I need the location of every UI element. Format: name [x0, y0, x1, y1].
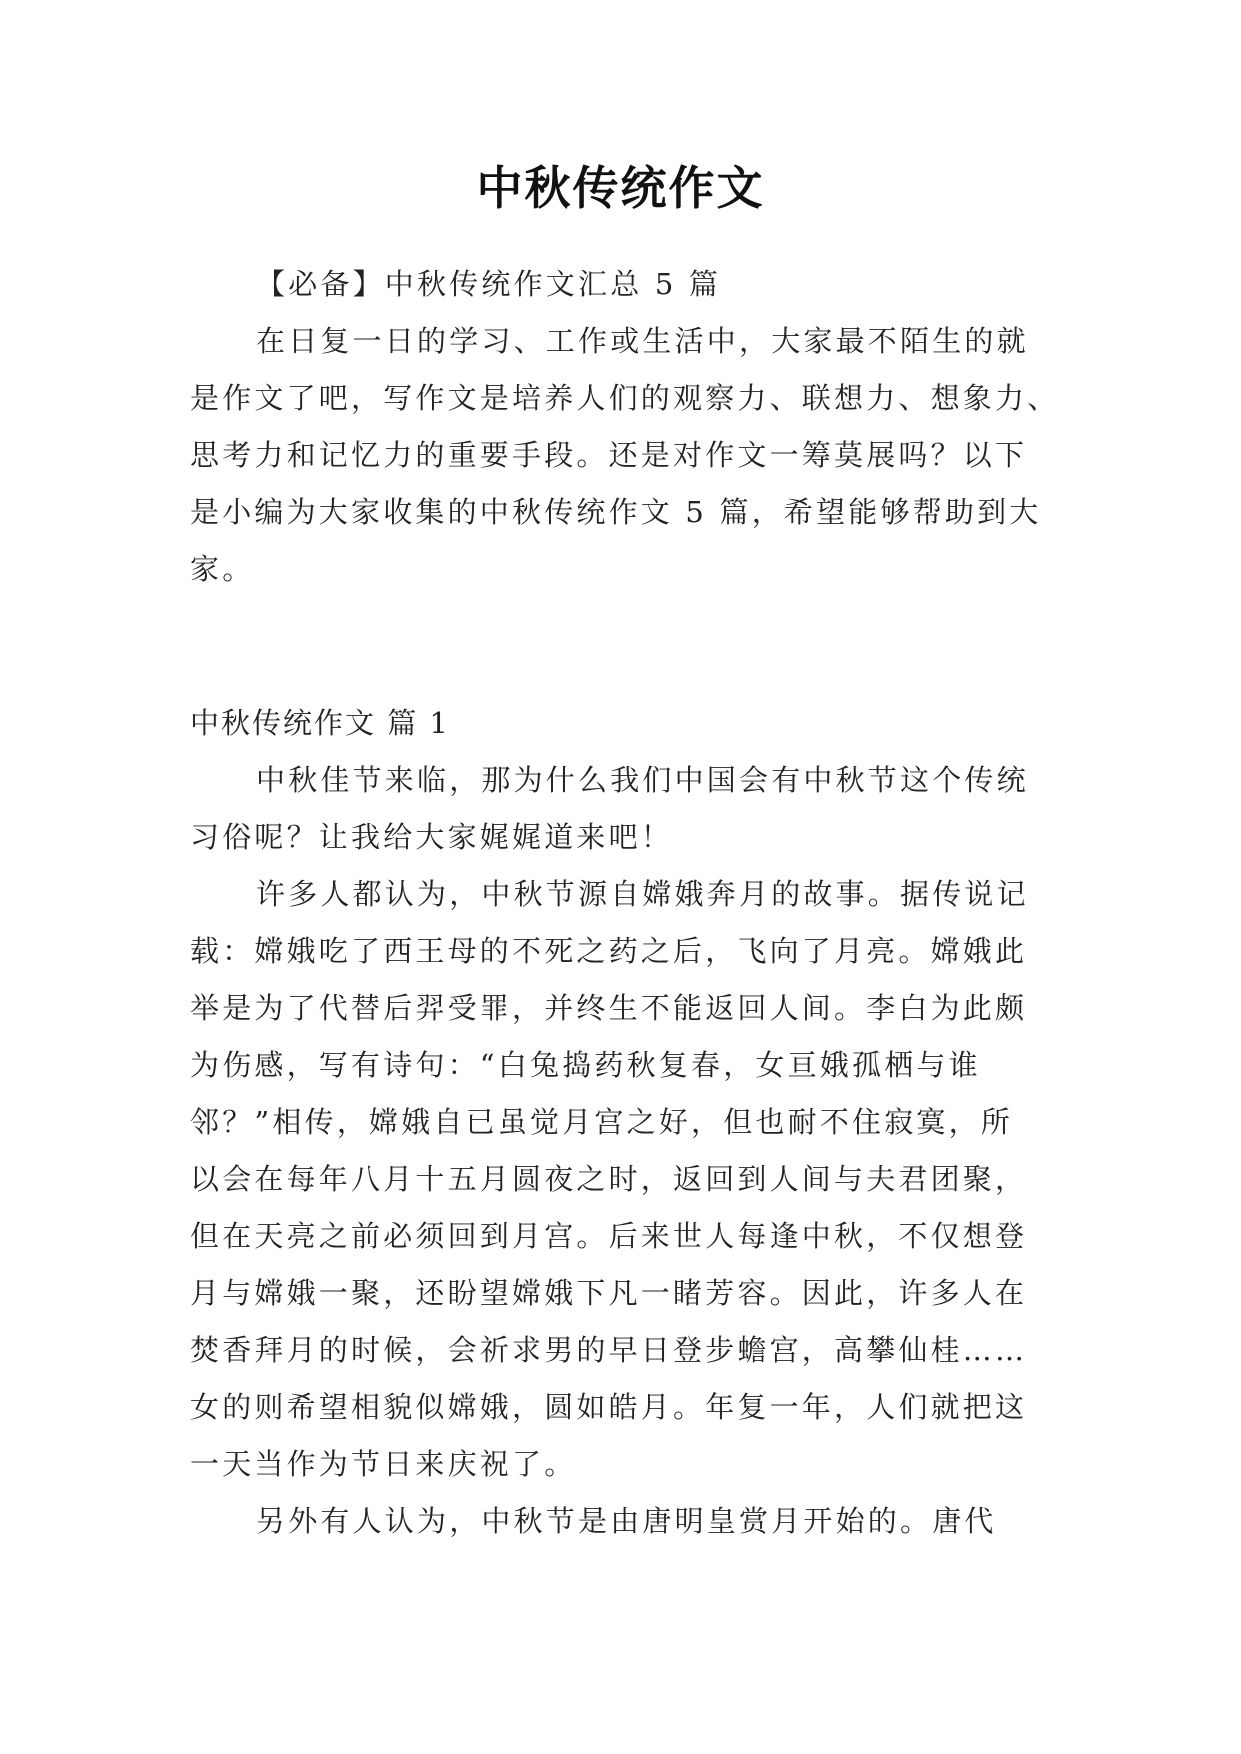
paragraph-line: 以会在每年八月十五月圆夜之时，返回到人间与夫君团聚，	[190, 1162, 1028, 1196]
paragraph-line: 为伤感，写有诗句：“白兔捣药秋复春，女亘娥孤栖与谁	[190, 1048, 981, 1082]
paragraph-line: 但在天亮之前必须回到月宫。后来世人每逢中秋，不仅想登	[190, 1219, 1028, 1253]
page-title: 中秋传统作文	[476, 161, 765, 215]
paragraph-line: 月与嫦娥一聚，还盼望嫦娥下凡一睹芳容。因此，许多人在	[190, 1276, 1028, 1310]
paragraph-line: 一天当作为节日来庆祝了。	[190, 1447, 577, 1481]
paragraph-line: 习俗呢？让我给大家娓娓道来吧！	[190, 820, 674, 854]
paragraph-line: 许多人都认为，中秋节源自嫦娥奔月的故事。据传说记	[256, 877, 1029, 911]
section-1	[190, 695, 1050, 1550]
subtitle: 【必备】中秋传统作文汇总 5 篇	[256, 267, 722, 301]
paragraph-line: 另外有人认为，中秋节是由唐明皇赏月开始的。唐代	[256, 1504, 997, 1538]
intro-line: 是小编为大家收集的中秋传统作文 5 篇，希望能够帮助到大	[190, 495, 1042, 529]
paragraph-line: 女的则希望相貌似嫦娥，圆如皓月。年复一年，人们就把这	[190, 1390, 1028, 1424]
paragraph-line: 中秋佳节来临，那为什么我们中国会有中秋节这个传统	[256, 763, 1029, 797]
intro-line: 是作文了吧，写作文是培养人们的观察力、联想力、想象力、	[190, 381, 1060, 415]
paragraph-line: 焚香拜月的时候，会祈求男的早日登步蟾宫，高攀仙桂……	[190, 1333, 1028, 1367]
section-heading: 中秋传统作文 篇 1	[190, 706, 450, 740]
intro-line: 在日复一日的学习、工作或生活中，大家最不陌生的就	[256, 324, 1029, 358]
paragraph-line: 邻？”相传，嫦娥自已虽觉月宫之好，但也耐不住寂寞，所	[190, 1105, 1014, 1139]
paragraph-line: 举是为了代替后羿受罪，并终生不能返回人间。李白为此颇	[190, 991, 1028, 1025]
intro-line: 思考力和记忆力的重要手段。还是对作文一筹莫展吗？以下	[190, 438, 1028, 472]
paragraph-line: 载：嫦娥吃了西王母的不死之药之后，飞向了月亮。嫦娥此	[190, 934, 1028, 968]
intro-block	[190, 256, 1060, 598]
intro-line: 家。	[190, 552, 255, 586]
